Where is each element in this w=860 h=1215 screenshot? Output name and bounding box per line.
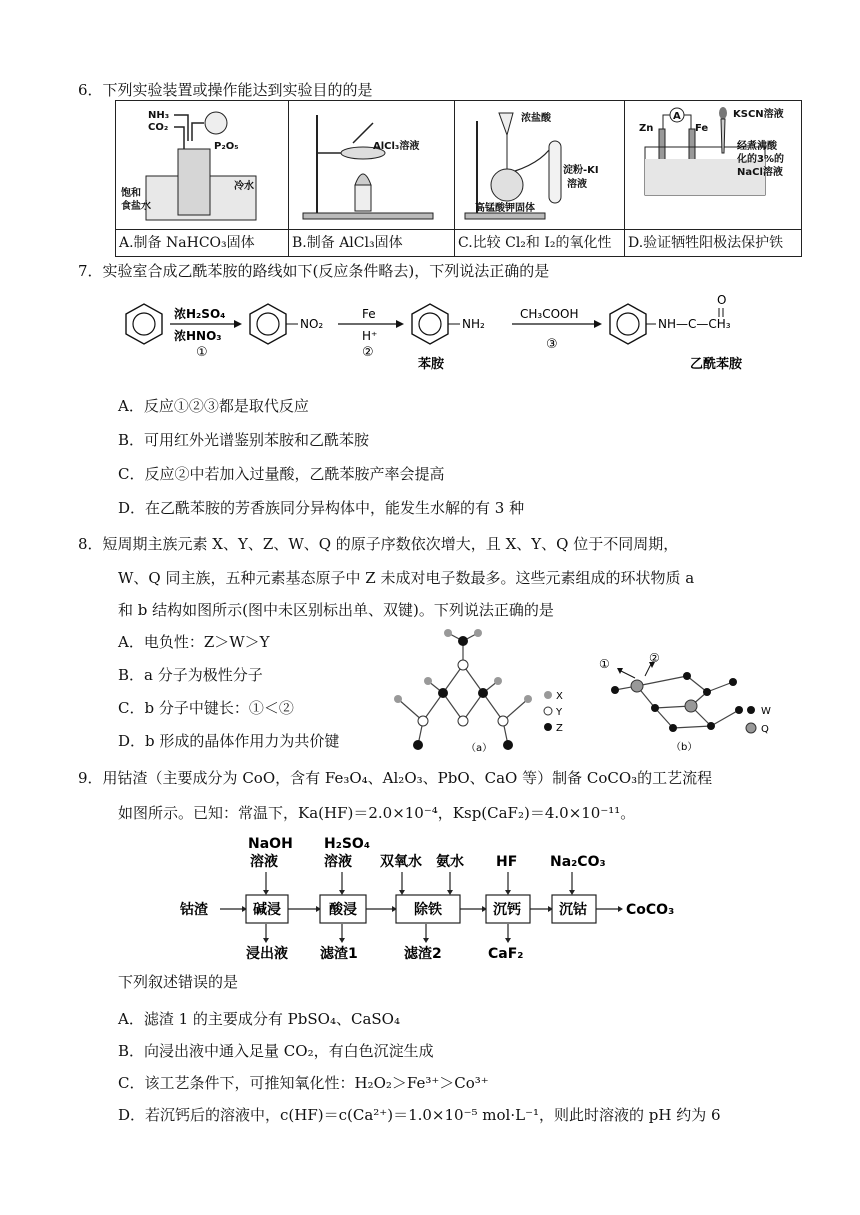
output-leachate: 浸出液: [246, 946, 288, 962]
input-nh3: 氨水: [436, 854, 464, 870]
kmno4-label: 高锰酸钾固体: [475, 203, 535, 214]
zn-label: Zn: [639, 123, 654, 134]
molecule-a: [388, 625, 588, 755]
r1-bottom: 浓HNO₃: [174, 329, 222, 343]
q8-stem-3: 和 b 结构如图所示(图中未区别标出单、双键)。下列说法正确的是: [118, 601, 554, 619]
step-iron-removal: 除铁: [414, 902, 442, 918]
synthesis-scheme: [100, 290, 800, 382]
aniline-label: 苯胺: [418, 357, 445, 372]
q6-apparatus-table: [115, 100, 802, 257]
bond-2-label: ②: [649, 651, 660, 665]
nacl-label-2: 化的3%的: [737, 154, 784, 165]
input-h2so4-2: 溶液: [324, 854, 352, 870]
no2-group: NO₂: [300, 317, 324, 331]
caption-b-mol: （b）: [671, 742, 698, 753]
kscn-label: KSCN溶液: [733, 109, 784, 120]
caption-a-mol: （a）: [466, 743, 493, 754]
q9-stem-2: 如图所示。已知：常温下，Ka(HF)＝2.0×10⁻⁴，Ksp(CaF₂)＝4.0×10⁻¹¹。: [118, 804, 636, 822]
nacl-label-1: 经煮沸酸: [737, 141, 777, 152]
q9-option-c: C．该工艺条件下，可推知氧化性：H₂O₂＞Fe³⁺＞Co³⁺: [118, 1074, 489, 1092]
q8-stem-1: 8．短周期主族元素 X、Y、Z、W、Q 的原子序数依次增大，且 X、Y、Q 位于不同周期，: [78, 535, 679, 553]
q9-lead: 下列叙述错误的是: [118, 973, 239, 991]
legend-x: X: [556, 691, 563, 702]
ammeter-label: A: [673, 111, 681, 122]
alcl3-label: AlCl₃溶液: [373, 141, 420, 152]
r3-num: ③: [546, 337, 558, 352]
bond-1-label: ①: [599, 657, 610, 671]
figure-b: [289, 101, 455, 230]
r1-top: 浓H₂SO₄: [174, 307, 226, 321]
q8-option-c: C．b 分子中键长：①＜②: [118, 699, 294, 717]
nh2-group: NH₂: [462, 317, 485, 331]
q7-stem: 7．实验室合成乙酰苯胺的路线如下(反应条件略去)，下列说法正确的是: [78, 262, 550, 280]
q9-option-a: A．滤渣 1 的主要成分有 PbSO₄、CaSO₄: [118, 1010, 400, 1028]
molecule-b: [595, 648, 795, 756]
acetyl-chain: NH—C—CH₃: [658, 317, 731, 331]
output-residue-2: 滤渣2: [404, 946, 442, 962]
nacl-label-3: NaCl溶液: [737, 167, 783, 178]
step-cobalt-precip: 沉钴: [559, 902, 587, 918]
co2-label: CO₂: [148, 122, 169, 133]
cold-water-label: 冷水: [234, 181, 254, 192]
r2-bottom: H⁺: [362, 329, 378, 343]
r3-top: CH₃COOH: [520, 307, 579, 321]
q8-stem-2: W、Q 同主族，五种元素基态原子中 Z 未成对电子数最多。这些元素组成的环状物质 a: [118, 569, 695, 587]
legend-w: W: [761, 706, 771, 717]
flow-start: 钴渣: [180, 902, 208, 918]
q6-stem: 6．下列实验装置或操作能达到实验目的的是: [78, 81, 373, 99]
input-na2co3: Na₂CO₃: [550, 854, 606, 870]
legend-q: Q: [761, 724, 769, 735]
output-residue-1: 滤渣1: [320, 946, 358, 962]
acetanilide-label: 乙酰苯胺: [690, 357, 743, 372]
q8-option-a: A．电负性：Z＞W＞Y: [118, 633, 270, 651]
figure-a: [116, 101, 289, 230]
step-alkali-leach: 碱浸: [253, 902, 281, 918]
fe-label: Fe: [695, 123, 709, 134]
carbonyl-o: O: [717, 293, 727, 307]
q9-stem-1: 9．用钴渣（主要成分为 CoO，含有 Fe₃O₄、Al₂O₃、PbO、CaO 等）制备 CoCO₃的工艺流程: [78, 769, 713, 787]
input-hf: HF: [496, 854, 518, 870]
flow-end: CoCO₃: [626, 902, 675, 918]
q7-option-c: C．反应②中若加入过量酸，乙酰苯胺产率会提高: [118, 465, 445, 483]
nh3-label: NH₃: [148, 110, 170, 121]
brine-label: 饱和: [121, 188, 141, 199]
p2o5-label: P₂O₅: [214, 141, 239, 152]
ki-label-2: 溶液: [567, 179, 587, 190]
legend-z: Z: [556, 723, 563, 734]
input-h2so4: H₂SO₄: [324, 836, 370, 852]
q8-option-d: D．b 形成的晶体作用力为共价键: [118, 732, 340, 750]
input-naoh-2: 溶液: [250, 854, 278, 870]
input-h2o2: 双氧水: [380, 854, 422, 870]
q7-option-b: B．可用红外光谱鉴别苯胺和乙酰苯胺: [118, 431, 370, 449]
legend-y: Y: [556, 707, 563, 718]
figure-d: [625, 101, 802, 230]
q7-option-a: A．反应①②③都是取代反应: [118, 397, 309, 415]
step-calcium-removal: 沉钙: [493, 902, 521, 918]
caption-d: D.验证牺牲阳极法保护铁: [628, 235, 784, 251]
r1-num: ①: [196, 345, 208, 360]
r2-num: ②: [362, 345, 374, 360]
r2-top: Fe: [362, 307, 376, 321]
q9-option-b: B．向浸出液中通入足量 CO₂，有白色沉淀生成: [118, 1042, 434, 1060]
caption-b: B.制备 AlCl₃固体: [292, 235, 403, 251]
output-caf2: CaF₂: [488, 946, 524, 962]
q9-option-d: D．若沉钙后的溶液中，c(HF)＝c(Ca²⁺)＝1.0×10⁻⁵ mol·L⁻¹，则此时溶液的 pH 约为 6: [118, 1106, 721, 1124]
caption-c: C.比较 Cl₂和 I₂的氧化性: [458, 235, 612, 251]
process-flow: [180, 832, 700, 964]
hcl-label: 浓盐酸: [521, 113, 551, 124]
q7-option-d: D．在乙酰苯胺的芳香族同分异构体中，能发生水解的有 3 种: [118, 499, 525, 517]
ki-label: 淀粉-KI: [563, 165, 599, 176]
caption-a: A.制备 NaHCO₃固体: [119, 235, 255, 251]
input-naoh: NaOH: [248, 836, 293, 852]
q8-option-b: B．a 分子为极性分子: [118, 666, 263, 684]
brine-label-2: 食盐水: [121, 201, 151, 212]
step-acid-leach: 酸浸: [329, 902, 357, 918]
figure-c: [455, 101, 625, 230]
